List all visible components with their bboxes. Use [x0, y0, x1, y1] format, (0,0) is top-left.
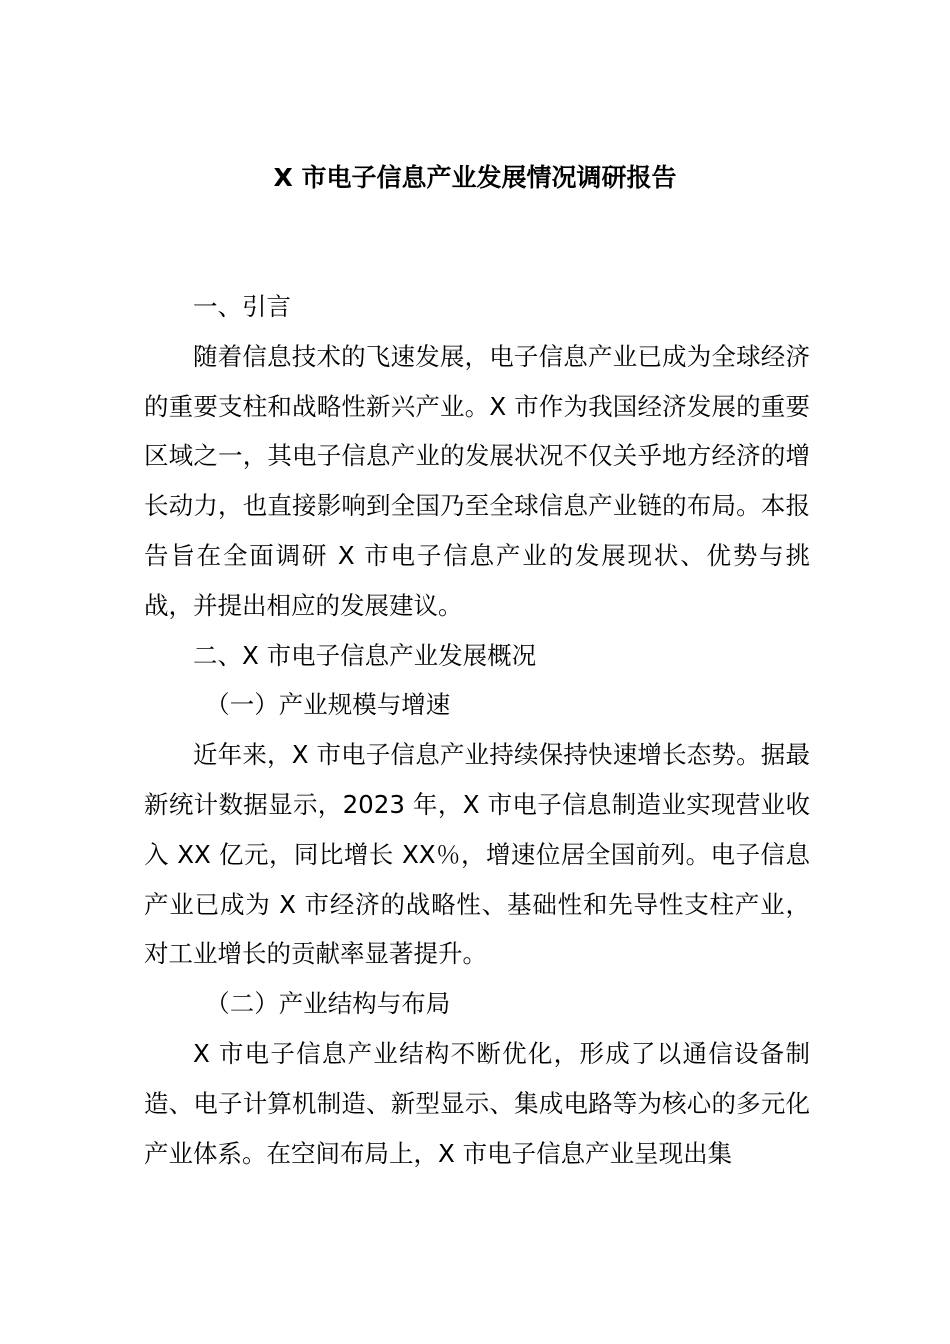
document-body	[144, 282, 810, 1178]
paragraph-scale-growth: 近年来，X 市电子信息产业持续保持快速增长态势。据最新统计数据显示，2023 年，X 市电子信息制造业实现营业收入 XX 亿元，同比增长 XX％，增速位居全国前列。电子信息产业已成为 X 市经济的战略性、基础性和先导性支柱产业，对工业增长的贡献率显著提升。	[144, 740, 810, 969]
section-heading-overview: 二、X 市电子信息产业发展概况	[193, 640, 537, 670]
document-title: X 市电子信息产业发展情况调研报告	[273, 163, 677, 192]
paragraph-structure-layout: X 市电子信息产业结构不断优化，形成了以通信设备制造、电子计算机制造、新型显示、集成电路等为核心的多元化产业体系。在空间布局上，X 市电子信息产业呈现出集	[144, 1038, 810, 1168]
section-heading-introduction: 一、引言	[193, 292, 291, 321]
subheading-scale-growth: （一）产业规模与增速	[205, 690, 451, 720]
paragraph-introduction: 随着信息技术的飞速发展，电子信息产业已成为全球经济的重要支柱和战略性新兴产业。X 市作为我国经济发展的重要区域之一，其电子信息产业的发展状况不仅关乎地方经济的增长动力，也直接影响到全国乃至全球信息产业链的布局。本报告旨在全面调研 X 市电子信息产业的发展现状、优势与挑战，并提出相应的发展建议。	[144, 341, 810, 620]
subheading-structure-layout: （二）产业结构与布局	[205, 989, 451, 1019]
